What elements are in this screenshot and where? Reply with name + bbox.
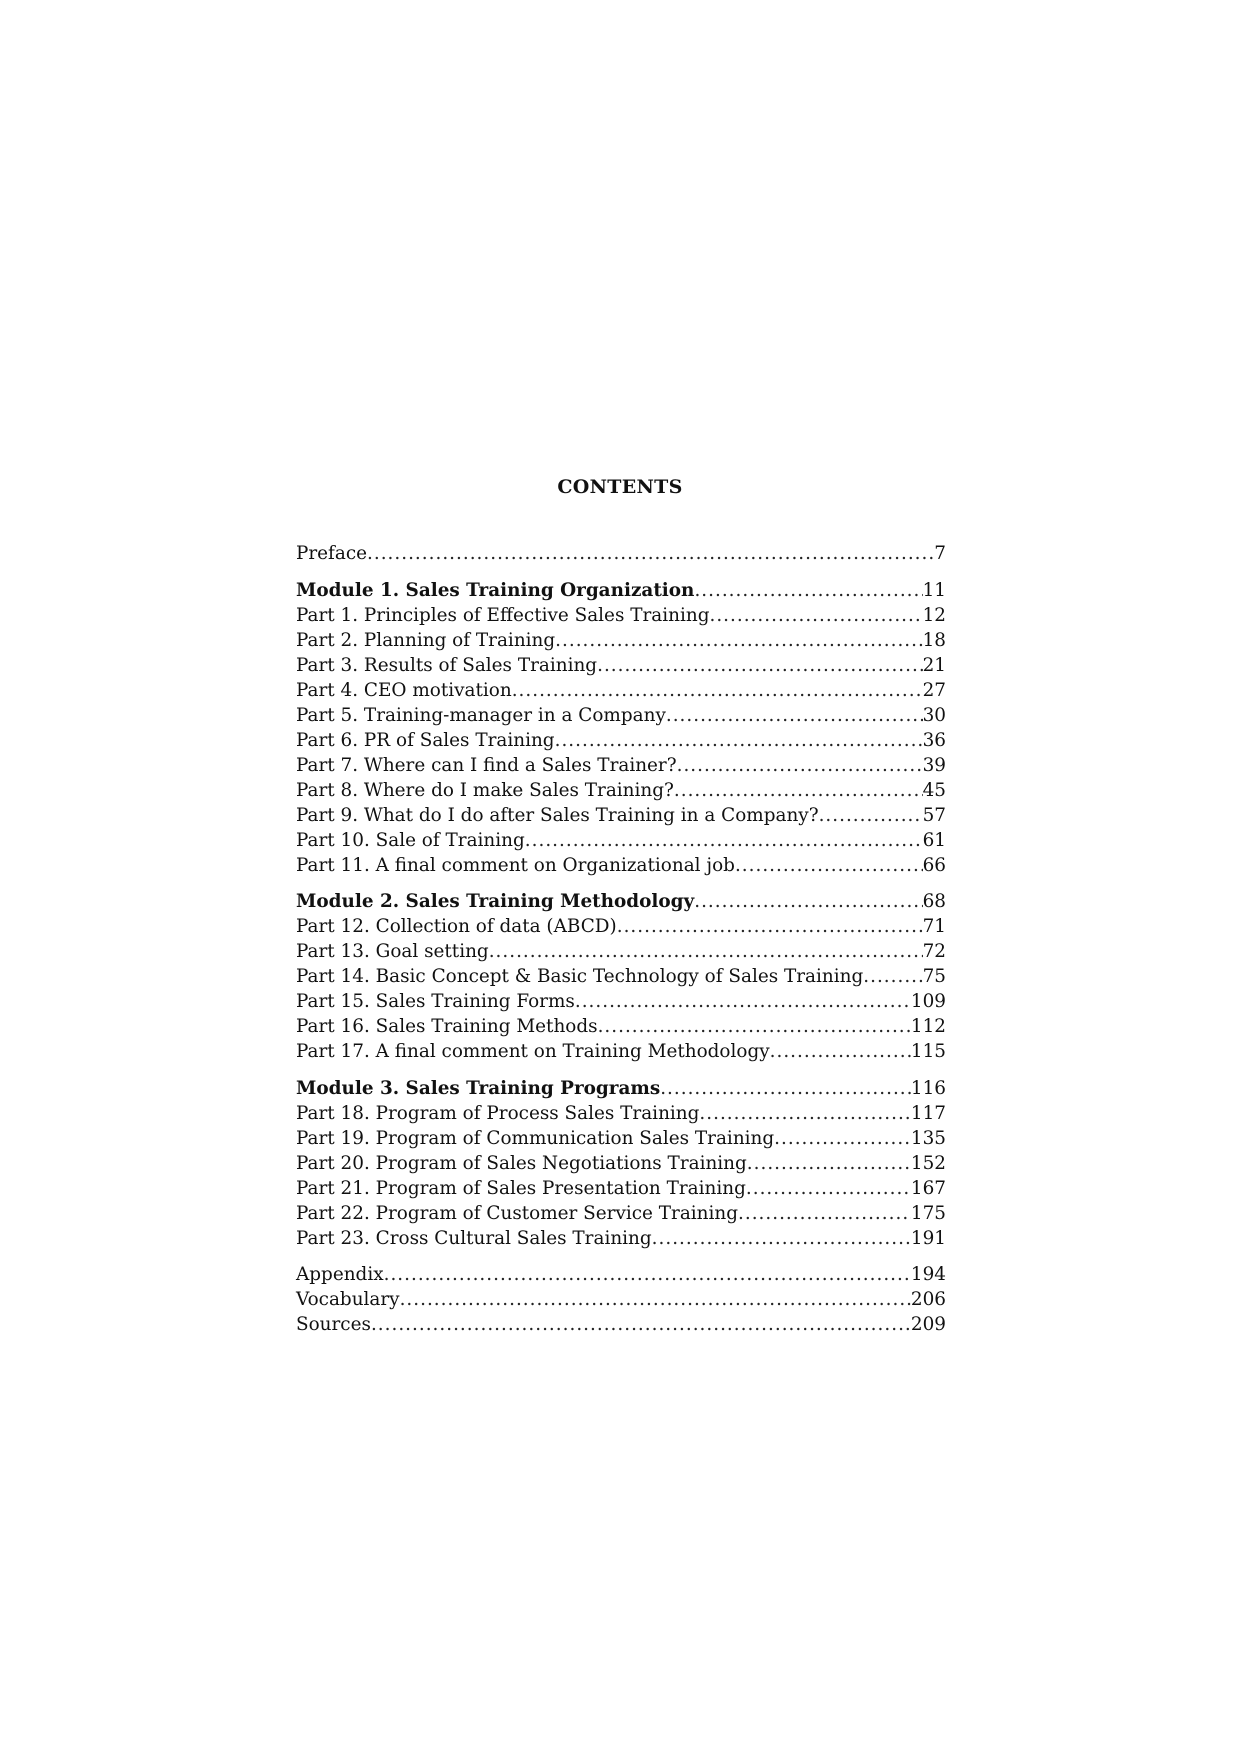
toc-part-entry	[296, 853, 946, 878]
leader-dots	[660, 1076, 911, 1101]
leader-dots	[617, 914, 923, 939]
toc-part-entry	[296, 914, 946, 939]
toc-module-1-parts	[296, 603, 946, 878]
toc-entry-page: 116	[910, 1077, 946, 1099]
toc-entry-page: 117	[910, 1102, 946, 1124]
toc-part-entry	[296, 1126, 946, 1151]
toc-entry-page: 57	[922, 804, 946, 826]
toc-module-2-parts	[296, 914, 946, 1064]
toc-part-entry	[296, 1176, 946, 1201]
toc-entry-label: Part 14. Basic Concept & Basic Technology of Sales Training	[296, 966, 864, 987]
toc-module-3-parts	[296, 1101, 946, 1251]
toc-part-entry	[296, 778, 946, 803]
leader-dots	[555, 728, 923, 753]
toc-part-entry	[296, 1226, 946, 1251]
leader-dots	[652, 1226, 911, 1251]
toc-entry-label: Part 10. Sale of Training	[296, 829, 525, 851]
toc-entry-label: Part 20. Program of Sales Negotiations Training	[296, 1152, 747, 1174]
toc-part-entry	[296, 989, 946, 1014]
leader-dots	[735, 853, 923, 878]
toc-entry-label: Preface	[296, 543, 368, 564]
toc-entry-page: 191	[910, 1227, 946, 1249]
toc-entry-page: 75	[922, 966, 946, 987]
toc-entry-page: 27	[922, 679, 946, 701]
toc-entry-label: Module 1. Sales Training Organization	[296, 579, 695, 601]
toc-entry-label: Part 8. Where do I make Sales Training?	[296, 779, 674, 801]
leader-dots	[674, 778, 923, 803]
toc-part-entry	[296, 939, 946, 964]
leader-dots	[512, 678, 923, 703]
toc-back-matter-entry	[296, 1262, 946, 1287]
toc-entry-page: 30	[922, 704, 946, 726]
toc-part-entry	[296, 753, 946, 778]
leader-dots	[738, 1201, 911, 1226]
toc-entry-label: Part 2. Planning of Training	[296, 629, 556, 651]
toc-part-entry	[296, 678, 946, 703]
toc-part-entry	[296, 628, 946, 653]
toc-entry-label: Part 11. A final comment on Organizational job	[296, 854, 735, 876]
toc-entry-page: 194	[910, 1264, 946, 1285]
leader-dots	[400, 1287, 911, 1312]
toc-entry-label: Vocabulary	[296, 1289, 400, 1310]
toc-module-1-heading	[296, 578, 946, 603]
leader-dots	[694, 889, 922, 914]
leader-dots	[371, 1312, 911, 1337]
leader-dots	[555, 628, 922, 653]
toc-entry-label: Part 3. Results of Sales Training	[296, 654, 598, 676]
toc-part-entry	[296, 1101, 946, 1126]
toc-entry-page: 72	[922, 941, 946, 962]
toc-entry-page: 39	[922, 754, 946, 776]
toc-entry-label: Part 7. Where can I find a Sales Trainer?	[296, 754, 677, 776]
leader-dots	[666, 703, 923, 728]
toc-entry-label: Part 16. Sales Training Methods	[296, 1016, 598, 1037]
table-of-contents	[296, 541, 946, 1337]
toc-entry-page: 45	[922, 779, 946, 801]
toc-entry-label: Part 9. What do I do after Sales Training in a Company?	[296, 804, 819, 826]
page-title: CONTENTS	[557, 476, 683, 498]
toc-entry-page: 18	[922, 629, 946, 651]
leader-dots	[525, 828, 923, 853]
leader-dots	[677, 753, 923, 778]
toc-entry-label: Module 2. Sales Training Methodology	[296, 891, 695, 912]
leader-dots	[694, 578, 922, 603]
leader-dots	[774, 1126, 911, 1151]
toc-back-matter-entry	[296, 1287, 946, 1312]
toc-entry-page: 7	[934, 543, 946, 564]
leader-dots	[575, 989, 911, 1014]
toc-entry-page: 12	[922, 604, 946, 626]
toc-back-matter-entry	[296, 1312, 946, 1337]
toc-part-entry	[296, 964, 946, 989]
toc-entry-label: Part 17. A final comment on Training Methodology	[296, 1041, 770, 1062]
toc-part-entry	[296, 703, 946, 728]
toc-entry-page: 175	[910, 1202, 946, 1224]
toc-entry-page: 71	[922, 916, 946, 937]
toc-entry-label: Part 1. Principles of Effective Sales Training	[296, 604, 710, 626]
toc-entry-page: 21	[922, 654, 946, 676]
leader-dots	[746, 1176, 911, 1201]
toc-entry-label: Module 3. Sales Training Programs	[296, 1077, 661, 1099]
toc-entry-label: Part 15. Sales Training Forms	[296, 991, 575, 1012]
toc-entry-label: Part 12. Collection of data (ABCD)	[296, 916, 617, 937]
toc-entry-page: 112	[910, 1016, 946, 1037]
toc-entry-label: Part 22. Program of Customer Service Training	[296, 1202, 739, 1224]
toc-entry-preface	[296, 541, 946, 566]
toc-entry-label: Part 4. CEO motivation	[296, 679, 512, 701]
toc-entry-page: 135	[910, 1127, 946, 1149]
toc-part-entry	[296, 728, 946, 753]
toc-part-entry	[296, 803, 946, 828]
toc-part-entry	[296, 603, 946, 628]
leader-dots	[863, 964, 922, 989]
toc-entry-page: 68	[922, 891, 946, 912]
toc-entry-label: Part 23. Cross Cultural Sales Training	[296, 1227, 652, 1249]
toc-part-entry	[296, 1151, 946, 1176]
toc-entry-page: 209	[910, 1314, 946, 1335]
leader-dots	[699, 1101, 910, 1126]
toc-entry-page: 109	[910, 991, 946, 1012]
toc-entry-page: 36	[922, 729, 946, 751]
toc-back-matter	[296, 1262, 946, 1337]
toc-module-3-heading	[296, 1076, 946, 1101]
toc-part-entry	[296, 653, 946, 678]
leader-dots	[747, 1151, 911, 1176]
leader-dots	[709, 603, 922, 628]
toc-part-entry	[296, 828, 946, 853]
toc-entry-label: Part 6. PR of Sales Training	[296, 729, 555, 751]
toc-entry-label: Part 18. Program of Process Sales Training	[296, 1102, 700, 1124]
leader-dots	[384, 1262, 911, 1287]
leader-dots	[367, 541, 934, 566]
toc-entry-page: 115	[910, 1041, 946, 1062]
leader-dots	[597, 653, 923, 678]
toc-entry-label: Part 5. Training-manager in a Company	[296, 704, 666, 726]
toc-module-2-heading	[296, 889, 946, 914]
toc-entry-page: 152	[910, 1152, 946, 1174]
toc-part-entry	[296, 1201, 946, 1226]
toc-entry-label: Sources	[296, 1314, 371, 1335]
leader-dots	[770, 1039, 911, 1064]
leader-dots	[819, 803, 923, 828]
toc-entry-page: 11	[922, 579, 946, 601]
toc-part-entry	[296, 1014, 946, 1039]
toc-entry-label: Part 13. Goal setting	[296, 941, 489, 962]
toc-entry-label: Part 21. Program of Sales Presentation Training	[296, 1177, 746, 1199]
leader-dots	[598, 1014, 911, 1039]
toc-entry-label: Appendix	[296, 1264, 384, 1285]
toc-entry-page: 61	[922, 829, 946, 851]
leader-dots	[489, 939, 923, 964]
toc-entry-page: 66	[922, 854, 946, 876]
toc-entry-page: 167	[910, 1177, 946, 1199]
toc-entry-label: Part 19. Program of Communication Sales Training	[296, 1127, 775, 1149]
toc-entry-page: 206	[910, 1289, 946, 1310]
toc-part-entry	[296, 1039, 946, 1064]
